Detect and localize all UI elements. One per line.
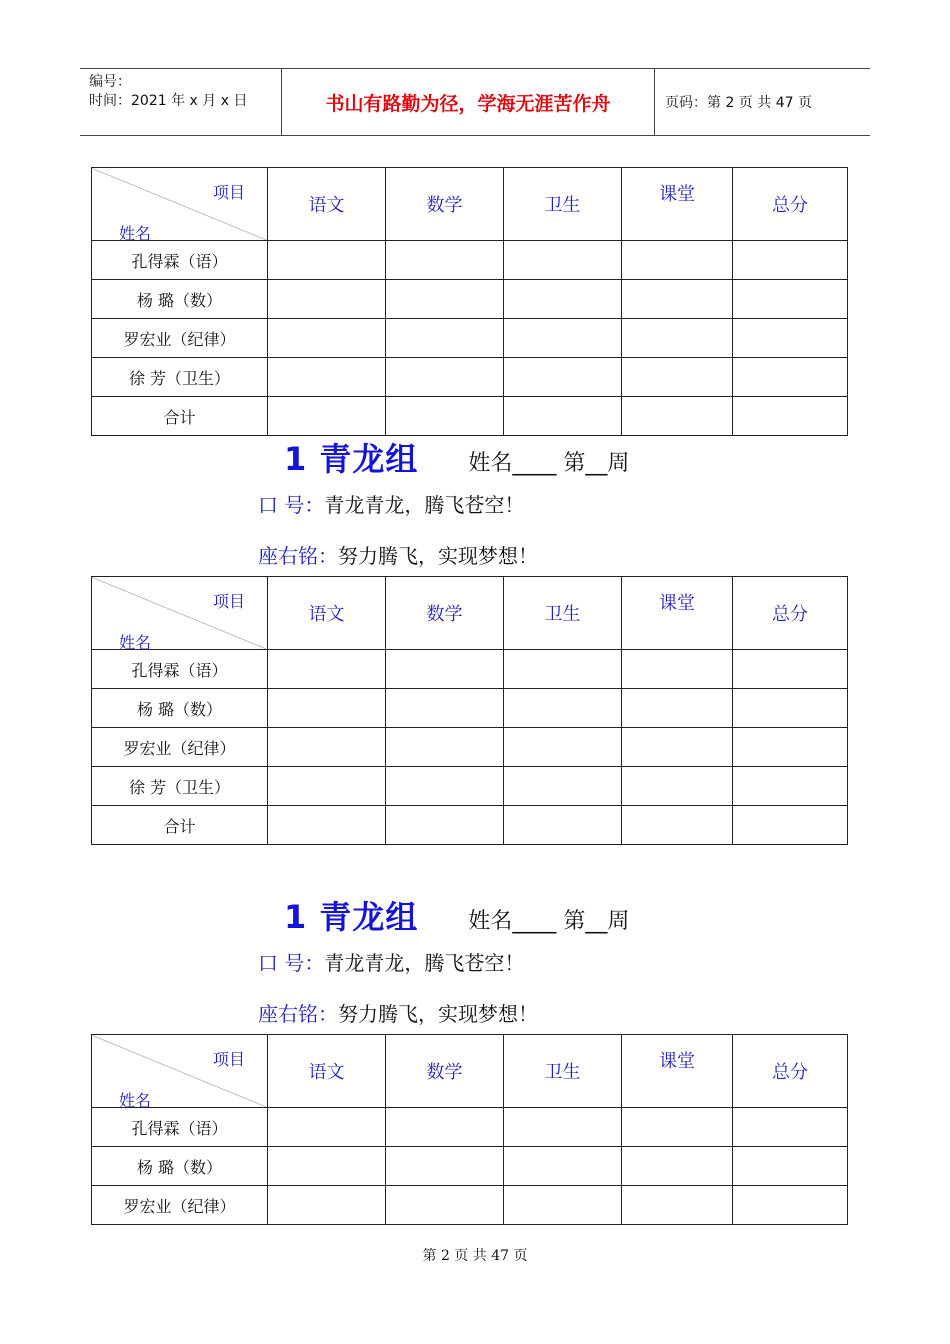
score-cell[interactable] (386, 241, 504, 280)
score-cell[interactable] (386, 728, 504, 767)
slogan-text: 青龙青龙，腾飞苍空！ (324, 951, 525, 975)
subject-header: 数学 (386, 577, 504, 650)
subject-header: 卫生 (504, 168, 622, 241)
score-cell[interactable] (622, 241, 733, 280)
slogan-label: 口 号： (258, 493, 325, 517)
score-cell[interactable] (733, 397, 848, 436)
motto-line (258, 540, 538, 569)
score-cell[interactable] (622, 280, 733, 319)
score-cell[interactable] (386, 319, 504, 358)
corner-cell (92, 1035, 268, 1108)
score-cell[interactable] (386, 1108, 504, 1147)
subject-header: 总分 (733, 168, 848, 241)
score-cell[interactable] (386, 1147, 504, 1186)
score-cell[interactable] (622, 1186, 733, 1225)
score-cell[interactable] (733, 1147, 848, 1186)
score-cell[interactable] (386, 280, 504, 319)
motto-label: 座右铭： (258, 544, 338, 568)
score-cell[interactable] (622, 689, 733, 728)
header-meta (80, 69, 282, 135)
score-cell[interactable] (268, 319, 386, 358)
motto-text: 努力腾飞，实现梦想！ (338, 1002, 538, 1026)
score-cell[interactable] (733, 728, 848, 767)
subject-header: 语文 (268, 577, 386, 650)
score-cell[interactable] (504, 397, 622, 436)
group-fields: 姓名____ 第__周 (468, 451, 630, 476)
subject-header: 语文 (268, 1035, 386, 1108)
corner-item: 项目 (212, 183, 245, 202)
student-name: 孔得霖（语） (92, 1108, 268, 1147)
slogan (258, 489, 524, 518)
corner-item: 项目 (212, 1050, 245, 1069)
student-name: 孔得霖（语） (92, 650, 268, 689)
score-cell[interactable] (504, 319, 622, 358)
score-cell[interactable] (733, 689, 848, 728)
corner-name: 姓名 (119, 224, 152, 243)
score-cell[interactable] (386, 806, 504, 845)
corner-name: 姓名 (119, 633, 152, 652)
group-fields: 姓名____ 第__周 (468, 909, 630, 934)
time-label: 时间：2021 年 x 月 x 日 (89, 93, 248, 109)
total-label: 合计 (92, 806, 268, 845)
student-name: 罗宏业（纪律） (92, 1186, 268, 1225)
slogan-label: 口 号： (258, 951, 325, 975)
group-name: 1 青龙组 (284, 440, 419, 478)
score-cell[interactable] (386, 767, 504, 806)
score-cell[interactable] (622, 1147, 733, 1186)
header-page-info: 页码：第 2 页 共 47 页 (665, 95, 812, 111)
score-cell[interactable] (733, 650, 848, 689)
subject-header: 语文 (268, 168, 386, 241)
score-cell[interactable] (268, 358, 386, 397)
score-cell[interactable] (733, 1186, 848, 1225)
score-cell[interactable] (386, 1186, 504, 1225)
score-cell[interactable] (504, 1108, 622, 1147)
score-cell[interactable] (504, 806, 622, 845)
score-cell[interactable] (386, 358, 504, 397)
motto-label: 座右铭： (258, 1002, 338, 1026)
corner-name: 姓名 (119, 1091, 152, 1110)
subject-header: 数学 (386, 1035, 504, 1108)
score-cell[interactable] (504, 280, 622, 319)
score-cell[interactable] (504, 728, 622, 767)
student-name: 杨 璐（数） (92, 280, 268, 319)
score-cell[interactable] (504, 1147, 622, 1186)
score-cell[interactable] (268, 280, 386, 319)
score-cell[interactable] (268, 1186, 386, 1225)
score-cell[interactable] (268, 767, 386, 806)
score-cell[interactable] (622, 358, 733, 397)
student-name: 徐 芳（卫生） (92, 767, 268, 806)
score-cell[interactable] (733, 241, 848, 280)
page-footer: 第 2 页 共 47 页 (422, 1248, 528, 1264)
page-header (80, 68, 870, 136)
total-label: 合计 (92, 397, 268, 436)
number-label: 编号： (89, 74, 131, 90)
group-name: 1 青龙组 (284, 898, 419, 936)
slogan-text: 青龙青龙，腾飞苍空！ (324, 493, 525, 517)
score-cell[interactable] (268, 650, 386, 689)
score-table-2 (91, 576, 848, 845)
subject-header: 课堂 (622, 168, 733, 241)
student-name: 杨 璐（数） (92, 689, 268, 728)
subject-header: 总分 (733, 577, 848, 650)
subject-header: 卫生 (504, 577, 622, 650)
score-cell[interactable] (504, 689, 622, 728)
score-cell[interactable] (622, 806, 733, 845)
score-cell[interactable] (268, 397, 386, 436)
student-name: 杨 璐（数） (92, 1147, 268, 1186)
score-cell[interactable] (386, 689, 504, 728)
group-title (284, 892, 629, 938)
score-cell[interactable] (268, 241, 386, 280)
student-name: 徐 芳（卫生） (92, 358, 268, 397)
score-cell[interactable] (733, 806, 848, 845)
header-motto: 书山有路勤为径，学海无涯苦作舟 (282, 69, 655, 135)
score-cell[interactable] (268, 806, 386, 845)
score-cell[interactable] (504, 650, 622, 689)
score-cell[interactable] (733, 358, 848, 397)
score-cell[interactable] (733, 319, 848, 358)
score-cell[interactable] (622, 397, 733, 436)
subject-header: 数学 (386, 168, 504, 241)
score-cell[interactable] (504, 767, 622, 806)
student-name: 孔得霖（语） (92, 241, 268, 280)
corner-cell (92, 168, 268, 241)
corner-cell (92, 577, 268, 650)
subject-header: 总分 (733, 1035, 848, 1108)
score-cell[interactable] (504, 241, 622, 280)
score-cell[interactable] (386, 397, 504, 436)
score-cell[interactable] (386, 650, 504, 689)
score-table-1 (91, 167, 848, 436)
score-cell[interactable] (268, 1108, 386, 1147)
score-cell[interactable] (622, 1108, 733, 1147)
score-cell[interactable] (733, 280, 848, 319)
group-title (284, 434, 629, 480)
slogan (258, 947, 524, 976)
score-table-3 (91, 1034, 848, 1225)
subject-header: 课堂 (622, 1035, 733, 1108)
score-cell[interactable] (733, 1108, 848, 1147)
subject-header: 课堂 (622, 577, 733, 650)
score-cell[interactable] (622, 767, 733, 806)
score-cell[interactable] (504, 1186, 622, 1225)
score-cell[interactable] (268, 1147, 386, 1186)
motto-text: 努力腾飞，实现梦想！ (338, 544, 538, 568)
motto-line (258, 998, 538, 1027)
score-cell[interactable] (622, 728, 733, 767)
score-cell[interactable] (268, 689, 386, 728)
student-name: 罗宏业（纪律） (92, 319, 268, 358)
subject-header: 卫生 (504, 1035, 622, 1108)
student-name: 罗宏业（纪律） (92, 728, 268, 767)
score-cell[interactable] (622, 650, 733, 689)
score-cell[interactable] (733, 767, 848, 806)
score-cell[interactable] (504, 358, 622, 397)
score-cell[interactable] (622, 319, 733, 358)
score-cell[interactable] (268, 728, 386, 767)
corner-item: 项目 (212, 592, 245, 611)
